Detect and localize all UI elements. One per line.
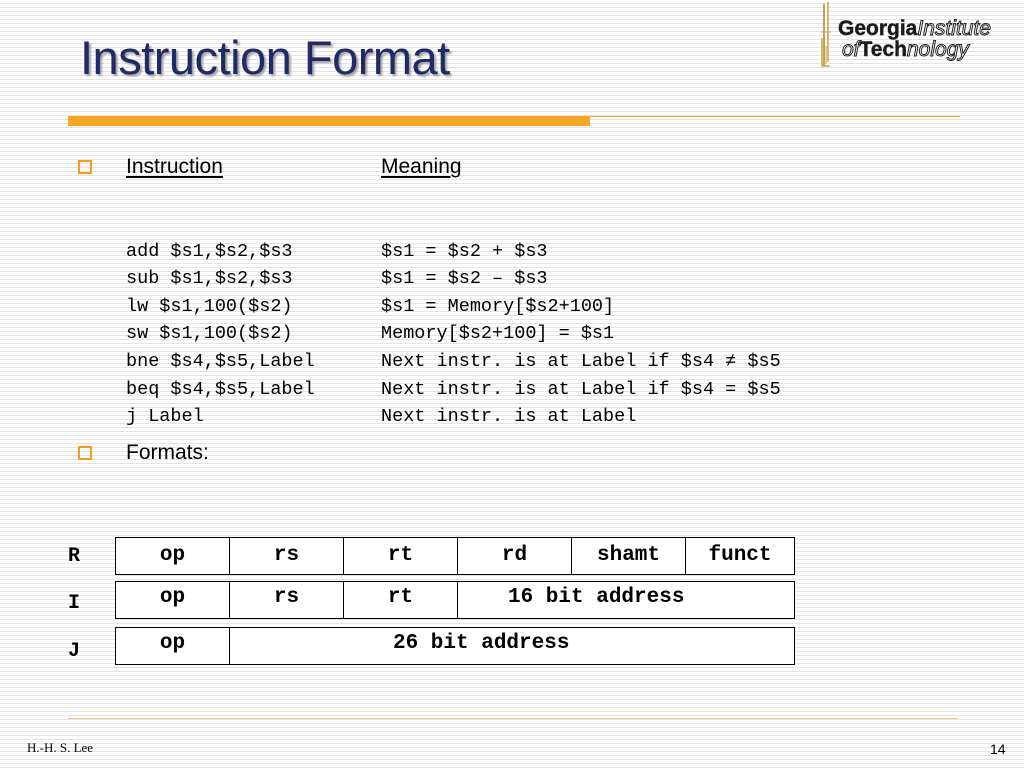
meaning-text: $s1 = $s2 – $s3 [381, 268, 548, 290]
meaning-text: Next instr. is at Label [381, 406, 637, 428]
logo-text-tech: Tech [859, 38, 907, 61]
instruction-column [126, 210, 315, 458]
format-label-j: J [68, 640, 81, 663]
logo-text-georgia: Georgia [838, 17, 918, 40]
meaning-text: $s1 = $s2 + $s3 [381, 240, 548, 262]
i-field-rs: rs [230, 582, 344, 618]
slide-title: Instruction Format [80, 31, 450, 84]
instruction-text: sw $s1,100($s2) [126, 323, 293, 345]
r-field-rt: rt [344, 538, 458, 574]
logo-text-of: of [842, 38, 860, 61]
title-underline-rule [590, 116, 960, 117]
meaning-text: Next instr. is at Label if $s4 ≠ $s5 [381, 350, 781, 372]
tech-tower-icon [818, 2, 838, 70]
meaning-text: $s1 = Memory[$s2+100] [381, 295, 615, 317]
instruction-text: bne $s4,$s5,Label [126, 350, 315, 372]
instruction-text: j Label [126, 406, 204, 428]
format-label-r: R [68, 545, 81, 568]
header-meaning: Meaning [381, 155, 462, 178]
meaning-text: Next instr. is at Label if $s4 = $s5 [381, 378, 781, 400]
meaning-text: Memory[$s2+100] = $s1 [381, 323, 615, 345]
header-instruction: Instruction [126, 155, 223, 178]
instruction-text: sub $s1,$s2,$s3 [126, 268, 293, 290]
georgia-tech-logo [818, 2, 1018, 70]
r-field-rd: rd [458, 538, 572, 574]
instruction-text: beq $s4,$s5,Label [126, 378, 315, 400]
r-field-funct: funct [708, 544, 772, 567]
i-field-op: op [116, 582, 230, 618]
logo-text-nology: nology [906, 38, 969, 61]
footer-rule [68, 718, 958, 719]
bullet-square-icon [78, 160, 92, 174]
format-label-i: I [68, 592, 81, 615]
r-field-op: op [116, 538, 230, 574]
j-format-row [115, 627, 795, 665]
r-format-row [115, 537, 795, 575]
r-field-shamt: shamt [572, 538, 686, 574]
slide-number: 14 [990, 741, 1006, 757]
i-format-row [115, 581, 795, 619]
j-field-op: op [116, 628, 230, 664]
i-field-address: 16 bit address [508, 586, 685, 609]
title-underline-bar [68, 116, 590, 126]
meaning-column [381, 210, 781, 458]
logo-text-institute: Institute [917, 17, 991, 40]
instruction-text: add $s1,$s2,$s3 [126, 240, 293, 262]
r-field-rs: rs [230, 538, 344, 574]
j-field-address: 26 bit address [393, 632, 570, 655]
i-field-rt: rt [344, 582, 458, 618]
bullet-square-icon [78, 446, 92, 460]
footer-author: H.-H. S. Lee [27, 740, 94, 755]
formats-label: Formats: [126, 441, 209, 464]
instruction-text: lw $s1,100($s2) [126, 295, 293, 317]
